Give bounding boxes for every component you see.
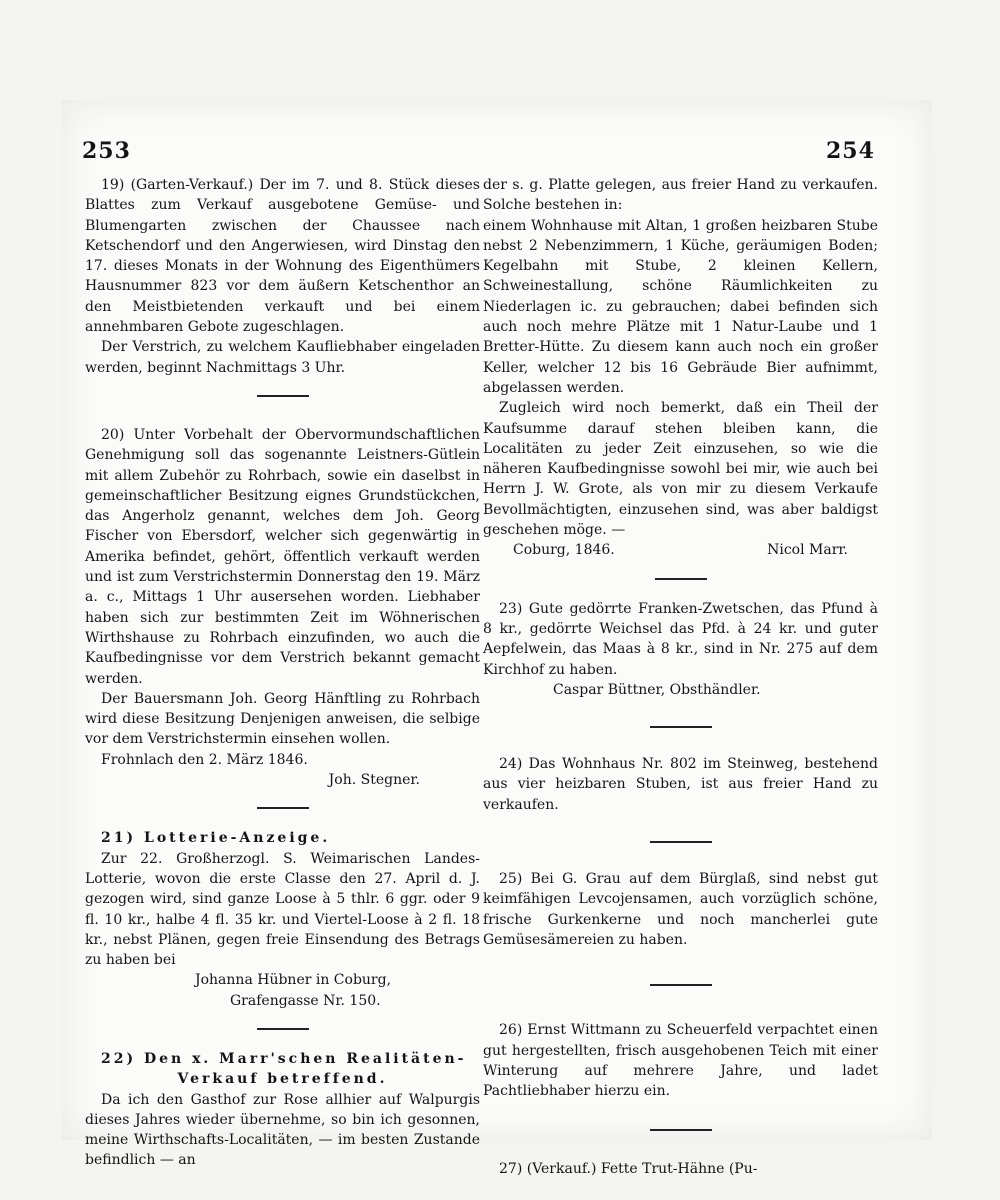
section-divider (257, 395, 309, 397)
notice-27-text: 27) (Verkauf.) Fette Trut-Hähne (Pu- (499, 1161, 758, 1178)
notice-22-text: Da ich den Gasthof zur Rose allhier auf Walpurgis dieses Jahres wieder übernehme, so bin ich gesonnen, meine Wirthschafts-Localitäten, — im besten Zustande befindlich — an (85, 1091, 480, 1169)
page-number-left: 253 (82, 138, 131, 164)
notice-26-text: 26) Ernst Wittmann zu Scheuerfeld verpachtet einen gut hergestellten, frisch ausgehobenen Teich mit einer Winterung auf mehrere Jahre, und ladet Pachtliebhaber hierzu ein. (483, 1022, 878, 1100)
section-divider (257, 807, 309, 809)
notice-25-text: 25) Bei G. Grau auf dem Bürglaß, sind nebst gut keimfähigen Levcojensamen, auch vorzüglich schöne, frische Gurkenkerne und noch mancherlei gute Gemüsesämereien zu haben. (483, 871, 878, 948)
notice-21-heading: 21) Lotterie-Anzeige. (101, 830, 331, 847)
section-divider (650, 841, 712, 843)
notice-22-cont-place: Coburg, 1846. (513, 542, 615, 559)
notice-27 (483, 1159, 878, 1179)
notice-20-text: 20) Unter Vorbehalt der Obervormundschaftlichen Genehmigung soll das sogenannte Leistners-Gütlein mit allem Zubehör zu Rohrbach, sowie ein daselbst in gemeinschaftlicher Besitzung eignes Grundstückchen, das Angerholz genannt, welches dem Joh. Georg Fischer von Ebersdorf, welcher sich gegenwärtig in Amerika befindet, gehört, öffentlich verkauft werden und ist zum Verstrichstermin Donnerstag den 19. März a. c., Mittags 1 Uhr ausersehen worden. Liebhaber haben sich zur bestimmten Zeit im Wöhnerischen Wirthshause zu Rohrbach einzufinden, wo auch die Kaufbedingnisse vor dem Verstrich bekannt gemacht werden. (85, 426, 480, 687)
notice-19-time: Der Verstrich, zu welchem Kaufliebhaber eingeladen werden, beginnt Nachmittags 3 Uhr. (85, 339, 480, 376)
notice-22-cont-items: einem Wohnhause mit Altan, 1 großen heizbaren Stube nebst 2 Nebenzimmern, 1 Küche, geräumigen Boden; Kegelbahn mit Stube, 2 kleinen Kellern, Schweinestallung, schöne Räumlichkeiten zu Niederlagen ic. zu gebrauchen; dabei befinden sich auch noch mehre Plätze mit 1 Natur-Laube und 1 Bretter-Hütte. Zu diesem kann auch noch ein großer Keller, welcher 12 bis 16 Gebräude Bier aufnimmt, abgelassen werden. (483, 217, 878, 396)
page-number-right: 254 (826, 138, 875, 164)
notice-20-inspection: Der Bauersmann Joh. Georg Hänftling zu Rohrbach wird diese Besitzung Denjenigen anweisen, die selbige vor dem Verstrichstermin einsehen wollen. (85, 690, 480, 748)
notice-22-cont-signoff (483, 540, 878, 560)
notice-21-signature-address: Grafengasse Nr. 150. (230, 992, 381, 1009)
notice-21 (85, 828, 480, 1011)
notice-23-text: 23) Gute gedörrte Franken-Zwetschen, das Pfund à 8 kr., gedörrte Weichsel das Pfd. à 24 kr. und guter Aepfelwein, das Maas à 8 kr., sind in Nr. 275 auf dem Kirchhof zu haben. (483, 600, 878, 678)
left-column (85, 175, 480, 1171)
notice-22-continued (483, 175, 878, 561)
section-divider (650, 1129, 712, 1131)
notice-25 (483, 869, 878, 950)
notice-20-place-date: Frohnlach den 2. März 1846. (101, 751, 308, 768)
notice-20-signature: Joh. Stegner. (328, 772, 420, 789)
notice-22-cont-remark: Zugleich wird noch bemerkt, daß ein Theil der Kaufsumme darauf stehen bleiben kann, die Localitäten zu jeder Zeit einzusehen, so wie die näheren Kaufbedingnisse sowohl bei mir, wie auch bei Herrn J. W. Grote, als von mir zu diesem Verkaufe Bevollmächtigten, einzusehen sind, was aber baldigst geschehen möge. — (483, 400, 878, 539)
notice-19-text: 19) (Garten-Verkauf.) Der im 7. und 8. Stück dieses Blattes zum Verkauf ausgebotene Gemüse- und Blumengarten zwischen der Chaussee nach Ketschendorf und den Angerwiesen, wird Dinstag den 17. dieses Monats in der Wohnung des Eigenthümers Hausnummer 823 vor dem äußern Ketschenthor an den Meistbietenden verkauft und bei einem annehmbaren Gebote zugeschlagen. (85, 177, 480, 336)
section-divider (655, 578, 707, 580)
notice-22-cont-signature: Nicol Marr. (767, 542, 848, 559)
notice-21-text: Zur 22. Großherzogl. S. Weimarischen Landes-Lotterie, wovon die erste Classe den 27. April d. J. gezogen wird, sind ganze Loose à 5 thlr. 6 ggr. oder 9 fl. 10 kr., halbe 4 fl. 35 kr. und Viertel-Loose à 2 fl. 18 kr., nebst Plänen, gegen freie Einsendung des Betrags zu haben bei (85, 850, 480, 969)
section-divider (650, 984, 712, 986)
notice-19 (85, 175, 480, 378)
notice-22-cont-text: der s. g. Platte gelegen, aus freier Hand zu verkaufen. Solche bestehen in: (483, 177, 878, 214)
notice-22-heading-line2: Verkauf betreffend. (177, 1071, 388, 1088)
notice-22 (85, 1049, 480, 1171)
notice-22-heading-line1: 22) Den x. Marr'schen Realitäten- (101, 1050, 467, 1067)
notice-21-signature-name: Johanna Hübner in Coburg, (195, 972, 392, 989)
notice-20 (85, 425, 480, 790)
notice-23-signature: Caspar Büttner, Obsthändler. (553, 681, 761, 698)
notice-26 (483, 1020, 878, 1101)
notice-23 (483, 599, 878, 700)
section-divider (650, 726, 712, 728)
section-divider (257, 1028, 309, 1030)
right-column (483, 175, 878, 1180)
notice-24 (483, 754, 878, 815)
notice-24-text: 24) Das Wohnhaus Nr. 802 im Steinweg, bestehend aus vier heizbaren Stuben, ist aus freier Hand zu verkaufen. (483, 756, 878, 813)
